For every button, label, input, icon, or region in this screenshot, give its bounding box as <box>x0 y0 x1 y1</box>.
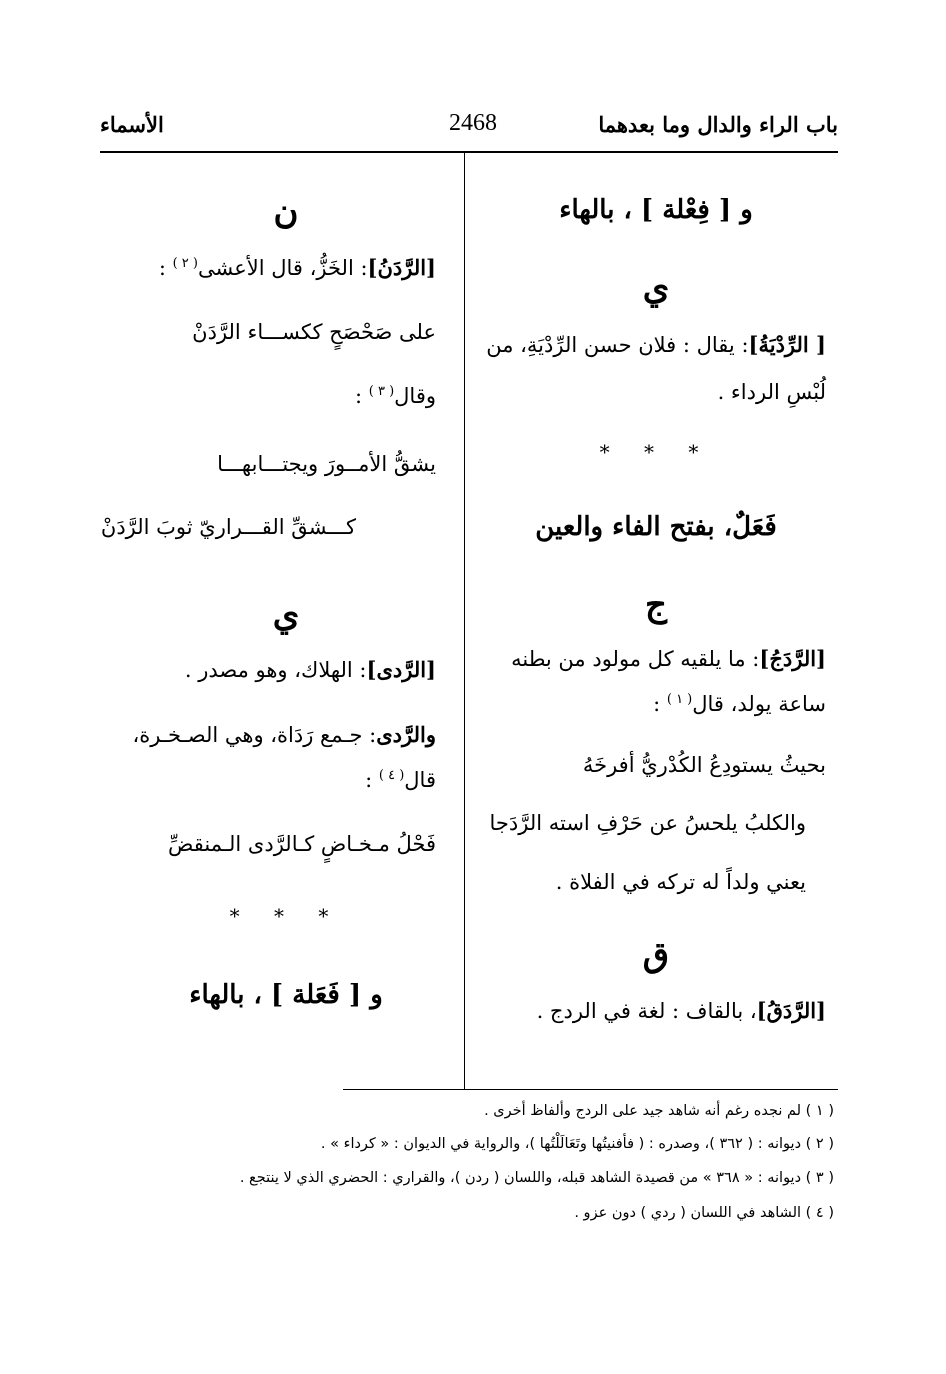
entry-ridya <box>486 332 826 357</box>
letter-jim: ج <box>645 585 667 625</box>
entry-rada <box>185 657 436 682</box>
term-rada-2: والرَّدى <box>376 722 436 747</box>
def-radaj-2 <box>653 692 826 716</box>
letter-qaf: ق <box>642 935 670 975</box>
footnote-ref-4: ( ٤ ) <box>378 768 405 783</box>
verse-radaj-2: والكلبُ يلحسُ عن حَرْفِ استه الرَّدَجا <box>489 811 806 835</box>
entry-radaq <box>537 998 826 1023</box>
def-rada: : الهلاك، وهو مصدر . <box>184 658 367 682</box>
qal-4 <box>365 768 436 792</box>
def-radaj-1: : ما يلقيه كل مولود من بطنه <box>511 647 760 671</box>
qal-4-text: قال <box>404 768 436 792</box>
qal-3 <box>355 384 436 408</box>
footnote-1: ( ١ ) لم نجده رغم أنه شاهد جيد على الردج وألفاظ أخرى . <box>484 1103 834 1119</box>
footnote-2: ( ٢ ) ديوانه : ( ٣٦٢ )، وصدره : ( فأفنيتُها وتَعَالَلْتُها )، والرواية في الديوان : « كرداء » . <box>320 1136 834 1152</box>
separator-stars-left: * * * <box>229 904 343 928</box>
verse-radan: على صَحْصَحٍ ككســـاء الرَّدَنْ <box>192 320 436 344</box>
qal-3-text: وقال <box>394 384 436 408</box>
running-head-section: الأسماء <box>100 112 164 137</box>
section-heading-faal: فَعَلٌ، بفتح الفاء والعين <box>535 512 777 542</box>
footnote-ref-1: ( ١ ) <box>666 692 693 707</box>
verse-radaj-1: بحيثُ يستودِعُ الكُدْريُّ أفرخَهُ <box>582 753 826 777</box>
def-ridya-1: : يقال : فلان حسن الرِّدْيَةِ، من <box>486 333 749 357</box>
letter-nun: ن <box>273 192 299 232</box>
verse-note: يعني ولداً له تركه في الفلاة . <box>555 870 806 894</box>
qal-4-colon: : <box>365 768 373 792</box>
term-radan: [الرَّدَنُ] <box>367 255 436 280</box>
separator-stars-right: * * * <box>599 440 713 464</box>
term-rada: [الرَّدى] <box>366 657 436 682</box>
letter-ya-right: ي <box>642 268 670 308</box>
verse-rada: فَحْلُ مـخـاضٍ كـالرَّدى الـمنقضِّ <box>168 832 436 856</box>
footnote-ref-2: ( ٢ ) <box>172 256 198 271</box>
footnote-ref-3: ( ٣ ) <box>368 384 395 399</box>
def-radan: : الخَزُّ، قال الأعشى <box>198 256 368 280</box>
letter-ya-left: ي <box>272 595 300 635</box>
verse-b: كـــشقِّ القـــراريّ ثوبَ الرَّدَنْ <box>100 515 356 539</box>
section-heading-fila: و [ فِعْلة ] ، بالهاء <box>559 195 753 225</box>
def-ridya-2: لُبْسِ الرداء . <box>717 380 826 404</box>
term-radaq: [الرَّدَقُ] <box>756 998 826 1023</box>
section-heading-faala: و [ فَعَلة ] ، بالهاء <box>189 980 383 1010</box>
verse-a: يشقُّ الأمــورَ ويجتـــابهـــا <box>217 452 436 476</box>
header-rule <box>100 151 838 153</box>
entry-rada-2 <box>133 722 436 747</box>
def-radan-colon: : <box>158 256 166 280</box>
qal-3-colon: : <box>354 384 363 408</box>
footnote-3: ( ٣ ) ديوانه : « ٣٦٨ » من قصيدة الشاهد قبله، واللسان ( ردن )، والقراري : الحضري الذي لا ينتجع . <box>239 1170 834 1186</box>
term-radaj: [الرَّدَجُ] <box>759 646 826 671</box>
footnote-4: ( ٤ ) الشاهد في اللسان ( ردي ) دون عزو . <box>574 1205 834 1221</box>
page-number: 2468 <box>449 110 497 136</box>
running-head-chapter: باب الراء والدال وما بعدهما <box>598 112 838 137</box>
entry-radan <box>159 255 436 280</box>
def-radaj-2-text: ساعة يولد، قال <box>692 692 826 716</box>
def-radaq: ، بالقاف : لغة في الردج . <box>536 999 757 1023</box>
def-radaj-2-colon: : <box>653 692 661 716</box>
term-ridya: [ الرِّدْيَةُ] <box>748 332 826 357</box>
footnote-rule <box>343 1089 838 1090</box>
def-rada-2: : جـمع رَدَاة، وهي الصـخـرة، <box>132 723 377 747</box>
entry-radaj <box>511 646 826 671</box>
